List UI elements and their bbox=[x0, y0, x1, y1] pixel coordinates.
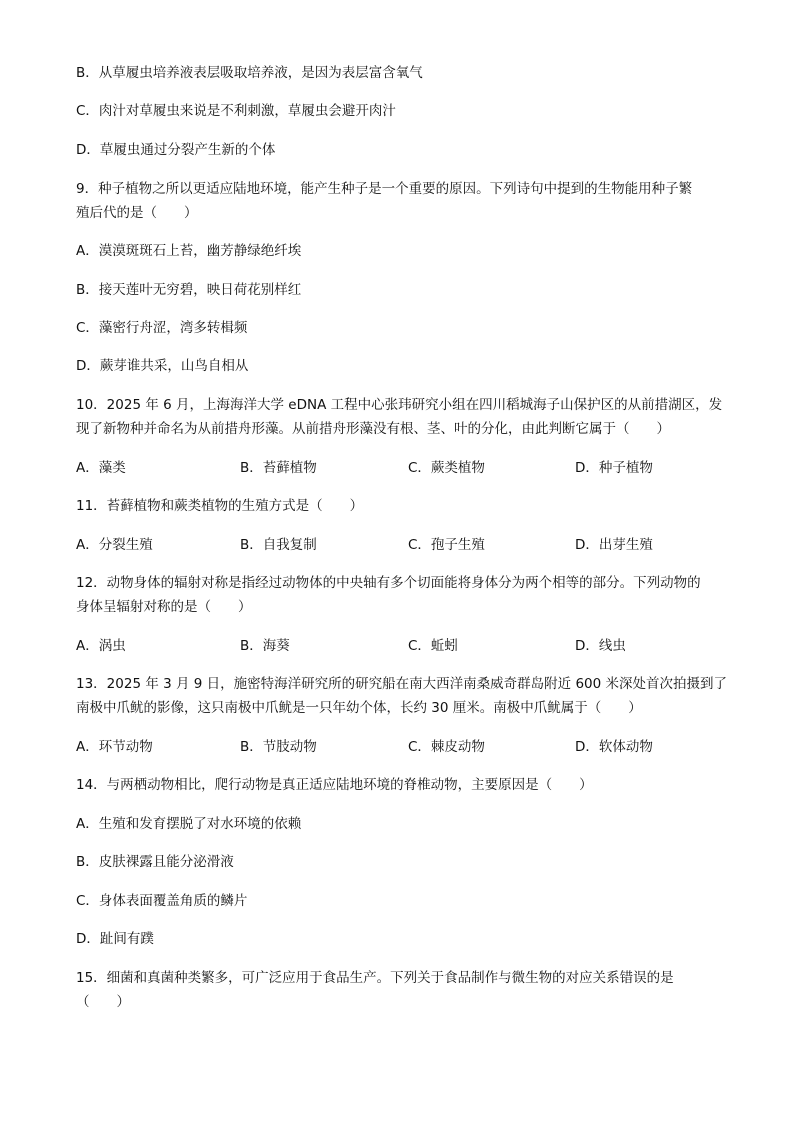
q15-stem-line2: （ ） bbox=[76, 994, 130, 1010]
q11-option-d: D．出芽生殖 bbox=[575, 537, 653, 553]
q13-stem-line1: 13．2025 年 3 月 9 日，施密特海洋研究所的研究船在南大西洋南桑威奇群岛附近 600 米深处首次拍摄到了 bbox=[76, 676, 728, 692]
q10-option-d: D．种子植物 bbox=[575, 460, 653, 476]
q11-option-a: A．分裂生殖 bbox=[76, 537, 153, 553]
q11-option-c: C．孢子生殖 bbox=[408, 537, 485, 553]
q15-stem-line1: 15．细菌和真菌种类繁多，可广泛应用于食品生产。下列关于食品制作与微生物的对应关系错误的是 bbox=[76, 970, 674, 986]
q11-option-b: B．自我复制 bbox=[240, 537, 317, 553]
q11-stem-line1: 11．苔藓植物和蕨类植物的生殖方式是（ ） bbox=[76, 498, 364, 514]
q9-option-b: B．接天莲叶无穷碧，映日荷花别样红 bbox=[76, 282, 302, 298]
q13-option-c: C．棘皮动物 bbox=[408, 739, 485, 755]
q8-option-d: D．草履虫通过分裂产生新的个体 bbox=[76, 142, 276, 158]
q12-option-a: A．涡虫 bbox=[76, 638, 126, 654]
q14-option-d: D．趾间有蹼 bbox=[76, 931, 154, 947]
q13-option-b: B．节肢动物 bbox=[240, 739, 317, 755]
q12-stem-line1: 12．动物身体的辐射对称是指经过动物体的中央轴有多个切面能将身体分为两个相等的部分。下列动物的 bbox=[76, 575, 701, 591]
q14-stem-line1: 14．与两栖动物相比，爬行动物是真正适应陆地环境的脊椎动物，主要原因是（ ） bbox=[76, 777, 593, 793]
q10-stem-line2: 现了新物种并命名为从前措舟形藻。从前措舟形藻没有根、茎、叶的分化，由此判断它属于（ ） bbox=[76, 421, 670, 437]
q8-option-c: C．肉汁对草履虫来说是不利刺激，草履虫会避开肉汁 bbox=[76, 103, 396, 119]
q14-option-a: A．生殖和发育摆脱了对水环境的依赖 bbox=[76, 816, 302, 832]
q12-option-b: B．海葵 bbox=[240, 638, 290, 654]
q13-stem-line2: 南极中爪鱿的影像，这只南极中爪鱿是一只年幼个体，长约 30 厘米。南极中爪鱿属于（ ） bbox=[76, 700, 642, 716]
q14-option-c: C．身体表面覆盖角质的鳞片 bbox=[76, 893, 248, 909]
q13-option-a: A．环节动物 bbox=[76, 739, 153, 755]
q10-option-c: C．蕨类植物 bbox=[408, 460, 485, 476]
q9-option-c: C．藻密行舟涩，湾多转楫频 bbox=[76, 320, 248, 336]
q10-option-b: B．苔藓植物 bbox=[240, 460, 317, 476]
q14-option-b: B．皮肤裸露且能分泌滑液 bbox=[76, 854, 234, 870]
q13-option-d: D．软体动物 bbox=[575, 739, 653, 755]
q10-option-a: A．藻类 bbox=[76, 460, 126, 476]
q9-option-a: A．漠漠斑斑石上苔，幽芳静绿绝纤埃 bbox=[76, 243, 302, 259]
q12-stem-line2: 身体呈辐射对称的是（ ） bbox=[76, 599, 252, 615]
q12-option-c: C．蚯蚓 bbox=[408, 638, 458, 654]
q9-stem-line1: 9．种子植物之所以更适应陆地环境，能产生种子是一个重要的原因。下列诗句中提到的生物能用种子繁 bbox=[76, 181, 693, 197]
q10-stem-line1: 10．2025 年 6 月，上海海洋大学 eDNA 工程中心张玮研究小组在四川稻城海子山保护区的从前措湖区，发 bbox=[76, 397, 723, 413]
q9-option-d: D．蕨芽谁共采，山鸟自相从 bbox=[76, 358, 249, 374]
q12-option-d: D．线虫 bbox=[575, 638, 626, 654]
q9-stem-line2: 殖后代的是（ ） bbox=[76, 205, 198, 221]
q8-option-b: B．从草履虫培养液表层吸取培养液，是因为表层富含氧气 bbox=[76, 65, 423, 81]
